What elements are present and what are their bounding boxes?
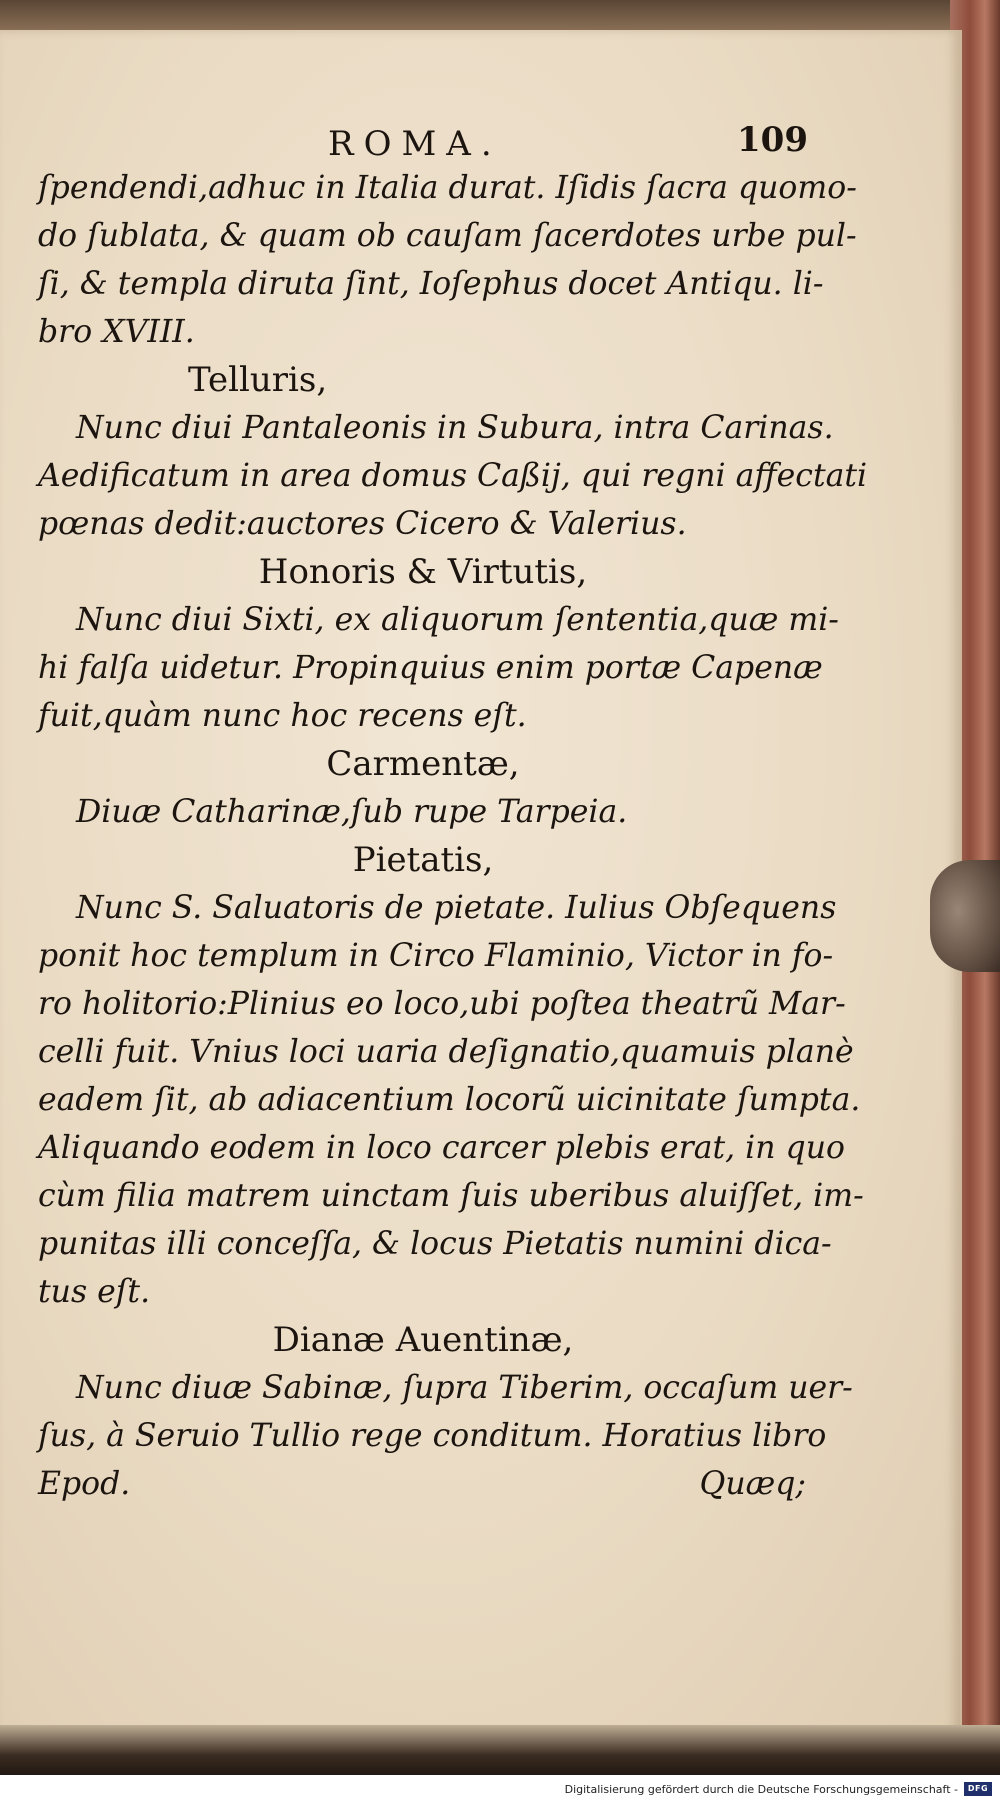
section-carmentae [38, 740, 808, 836]
section-pietatis [38, 836, 864, 1316]
text-line: tus eſt. [38, 1274, 151, 1310]
final-line [38, 1460, 808, 1508]
text-line: hi falſa uidetur. Propinquius enim portæ Capenæ [38, 650, 823, 686]
text-line: Nunc S. Saluatoris de pietate. Iulius Obſequens [76, 890, 837, 926]
section-dianae-auentinae [38, 1316, 853, 1508]
text-line: eadem ſit, ab adiacentium locorũ uicinitate ſumpta. [38, 1082, 861, 1118]
text-line: Nunc diuæ Sabinæ, ſupra Tiberim, occaſum uer- [76, 1370, 853, 1406]
page-text-block [38, 118, 868, 1508]
section-heading: Telluris, [188, 360, 328, 400]
text-line: ſpendendi,adhuc in Italia durat. Iſidis ſacra quomo- [38, 170, 857, 206]
catchword: Quæq; [699, 1466, 806, 1502]
text-line: Aedificatum in area domus Caßij, qui regni affectati [38, 458, 868, 494]
scan-bottom-edge [0, 1725, 1000, 1775]
section-honoris-virtutis [38, 548, 839, 740]
text-line: Aliquando eodem in loco carcer plebis erat, in quo [38, 1130, 845, 1166]
digitization-credit: Digitalisierung gefördert durch die Deutsche Forschungsgemeinschaft - [564, 1783, 958, 1796]
text-line-end: Epod. [38, 1466, 131, 1502]
section-heading: Honoris & Virtutis, [258, 552, 588, 592]
section-heading: Carmentæ, [326, 744, 520, 784]
page-clip [930, 860, 1000, 972]
intro-paragraph [38, 164, 857, 356]
text-line: Nunc diui Sixti, ex aliquorum ſententia,quæ mi- [76, 602, 839, 638]
section-heading: Dianæ Auentinæ, [272, 1320, 574, 1360]
section-heading: Pietatis, [352, 840, 494, 880]
section-telluris [38, 356, 868, 548]
text-line: cùm filia matrem uinctam ſuis uberibus aluiſſet, im- [38, 1178, 864, 1214]
text-line: ponit hoc templum in Circo Flaminio, Victor in fo- [38, 938, 834, 974]
text-line: ſi, & templa diruta ſint, Ioſephus docet Antiqu. li- [38, 266, 824, 302]
text-line: bro XVIII. [38, 314, 195, 350]
text-line: celli fuit. Vnius loci uaria deſignatio,quamuis planè [38, 1034, 854, 1070]
text-line: fuit,quàm nunc hoc recens eſt. [38, 698, 527, 734]
running-head [38, 118, 808, 164]
text-line: ro holitorio:Plinius eo loco,ubi poſtea theatrũ Mar- [38, 986, 846, 1022]
text-line: ſus, à Seruio Tullio rege conditum. Horatius libro [38, 1418, 827, 1454]
text-line: punitas illi conceſſa, & locus Pietatis numini dica- [38, 1226, 832, 1262]
text-line: do ſublata, & quam ob cauſam ſacerdotes urbe pul- [38, 218, 857, 254]
text-line: Diuæ Catharinæ,ſub rupe Tarpeia. [76, 794, 628, 830]
dfg-logo: DFG [964, 1782, 992, 1796]
page-number: 109 [737, 120, 808, 160]
text-line: pœnas dedit:auctores Cicero & Valerius. [38, 506, 687, 542]
running-title: ROMA. [328, 124, 502, 164]
text-line: Nunc diui Pantaleonis in Subura, intra Carinas. [76, 410, 834, 446]
